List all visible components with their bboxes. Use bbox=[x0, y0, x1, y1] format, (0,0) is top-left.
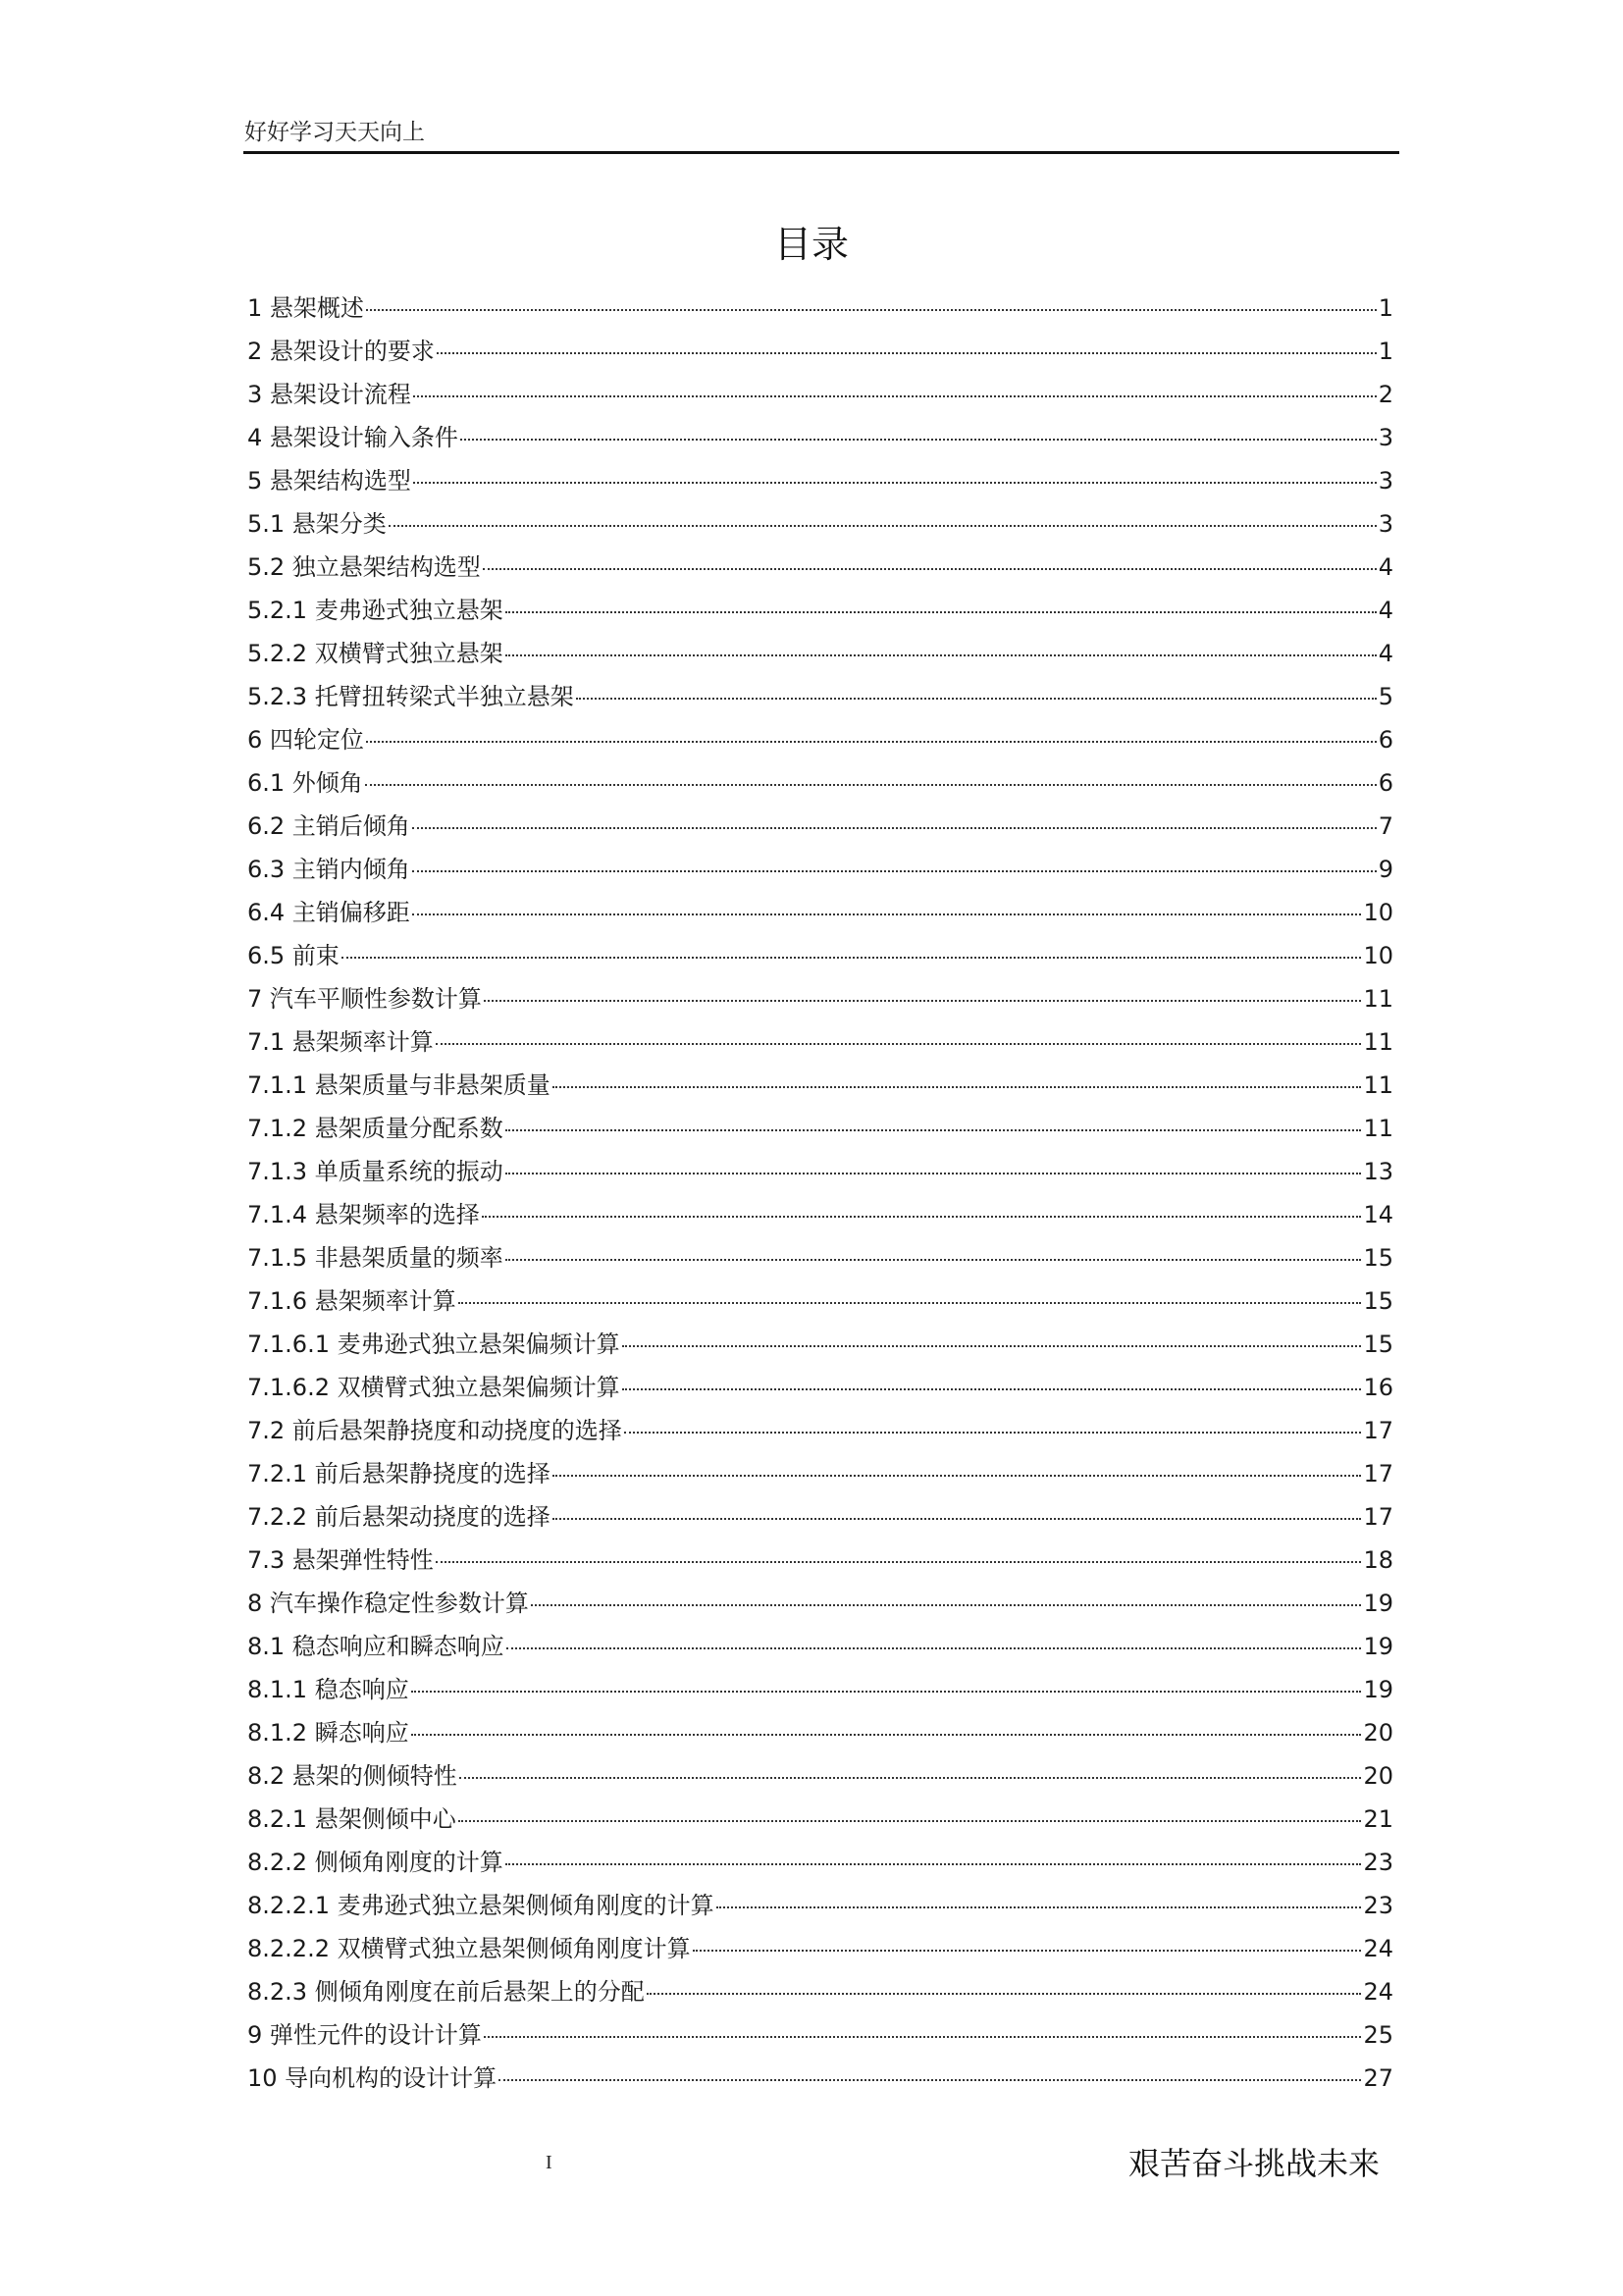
toc-entry-title: 8.2.2.2 双横臂式独立悬架侧倾角刚度计算 bbox=[247, 1935, 691, 1962]
toc-entry-page: 21 bbox=[1363, 1805, 1393, 1833]
toc-entry[interactable] bbox=[247, 459, 1393, 502]
toc-entry-title: 7.2.1 前后悬架静挠度的选择 bbox=[247, 1460, 550, 1487]
toc-entry[interactable] bbox=[247, 1798, 1393, 1841]
toc-entry-title: 5.2.3 托臂扭转梁式半独立悬架 bbox=[247, 683, 574, 710]
toc-dot-leader bbox=[498, 2079, 1361, 2081]
toc-entry-title: 7.1.6.2 双横臂式独立悬架偏频计算 bbox=[247, 1374, 620, 1401]
toc-dot-leader bbox=[552, 1086, 1362, 1088]
toc-entry[interactable] bbox=[247, 1236, 1393, 1279]
toc-entry-title: 8.2.2.1 麦弗逊式独立悬架侧倾角刚度的计算 bbox=[247, 1892, 714, 1919]
toc-entry-title: 5.2 独立悬架结构选型 bbox=[247, 553, 481, 581]
footer-text: 艰苦奋斗挑战未来 bbox=[1128, 2145, 1381, 2182]
toc-dot-leader bbox=[505, 1173, 1362, 1174]
toc-dot-leader bbox=[365, 784, 1377, 786]
toc-entry-page: 4 bbox=[1378, 640, 1393, 667]
toc-entry-title: 9 弹性元件的设计计算 bbox=[247, 2021, 482, 2049]
toc-dot-leader bbox=[484, 1000, 1362, 1002]
toc-entry-title: 6.2 主销后倾角 bbox=[247, 812, 410, 840]
toc-entry[interactable] bbox=[247, 2057, 1393, 2100]
toc-dot-leader bbox=[366, 309, 1377, 311]
page-header-text: 好好学习天天向上 bbox=[244, 120, 425, 145]
toc-entry[interactable] bbox=[247, 1841, 1393, 1884]
toc-entry-title: 6.1 外倾角 bbox=[247, 769, 363, 797]
toc-entry[interactable] bbox=[247, 1150, 1393, 1193]
toc-entry[interactable] bbox=[247, 1884, 1393, 1927]
toc-entry-page: 15 bbox=[1363, 1287, 1393, 1315]
toc-dot-leader bbox=[552, 1518, 1362, 1520]
toc-entry-page: 24 bbox=[1363, 1978, 1393, 2006]
toc-dot-leader bbox=[622, 1388, 1362, 1390]
toc-entry-page: 19 bbox=[1363, 1633, 1393, 1660]
toc-entry-page: 6 bbox=[1378, 726, 1393, 754]
toc-entry-title: 7 汽车平顺性参数计算 bbox=[247, 985, 482, 1013]
toc-entry-page: 9 bbox=[1378, 856, 1393, 883]
toc-entry[interactable] bbox=[247, 848, 1393, 891]
toc-entry[interactable] bbox=[247, 287, 1393, 330]
toc-entry-page: 15 bbox=[1363, 1244, 1393, 1272]
toc-dot-leader bbox=[412, 870, 1377, 872]
toc-entry[interactable] bbox=[247, 502, 1393, 546]
toc-entry[interactable] bbox=[247, 2013, 1393, 2057]
toc-entry-title: 5.1 悬架分类 bbox=[247, 510, 387, 538]
toc-entry[interactable] bbox=[247, 546, 1393, 589]
toc-dot-leader bbox=[622, 1345, 1362, 1347]
table-of-contents bbox=[247, 287, 1393, 2100]
toc-entry-title: 8.2.3 侧倾角刚度在前后悬架上的分配 bbox=[247, 1978, 645, 2006]
toc-entry-page: 16 bbox=[1363, 1374, 1393, 1401]
toc-entry[interactable] bbox=[247, 1754, 1393, 1798]
toc-entry-title: 5.2.2 双横臂式独立悬架 bbox=[247, 640, 503, 667]
toc-entry[interactable] bbox=[247, 1193, 1393, 1236]
toc-entry-title: 7.1.5 非悬架质量的频率 bbox=[247, 1244, 503, 1272]
toc-entry-title: 7.1.1 悬架质量与非悬架质量 bbox=[247, 1071, 550, 1099]
toc-entry-page: 3 bbox=[1378, 510, 1393, 538]
toc-entry[interactable] bbox=[247, 1020, 1393, 1064]
toc-entry[interactable] bbox=[247, 1366, 1393, 1409]
toc-entry-page: 10 bbox=[1363, 899, 1393, 926]
toc-entry-page: 24 bbox=[1363, 1935, 1393, 1962]
toc-entry[interactable] bbox=[247, 416, 1393, 459]
toc-entry[interactable] bbox=[247, 1323, 1393, 1366]
toc-entry-page: 1 bbox=[1378, 294, 1393, 322]
toc-dot-leader bbox=[436, 1561, 1362, 1563]
toc-entry[interactable] bbox=[247, 1970, 1393, 2013]
toc-entry-title: 5.2.1 麦弗逊式独立悬架 bbox=[247, 597, 503, 624]
toc-entry[interactable] bbox=[247, 1539, 1393, 1582]
toc-entry-title: 8.1.1 稳态响应 bbox=[247, 1676, 409, 1703]
toc-entry[interactable] bbox=[247, 1927, 1393, 1970]
toc-dot-leader bbox=[412, 827, 1377, 829]
toc-entry-title: 8.2 悬架的侧倾特性 bbox=[247, 1762, 457, 1790]
toc-dot-leader bbox=[505, 654, 1377, 656]
toc-entry[interactable] bbox=[247, 373, 1393, 416]
toc-dot-leader bbox=[624, 1432, 1362, 1434]
toc-entry-page: 11 bbox=[1363, 1071, 1393, 1099]
toc-entry[interactable] bbox=[247, 675, 1393, 718]
toc-entry-title: 8.1.2 瞬态响应 bbox=[247, 1719, 409, 1747]
toc-entry[interactable] bbox=[247, 1107, 1393, 1150]
toc-entry-page: 25 bbox=[1363, 2021, 1393, 2049]
toc-dot-leader bbox=[531, 1604, 1362, 1606]
toc-entry-page: 20 bbox=[1363, 1762, 1393, 1790]
toc-entry-title: 6.4 主销偏移距 bbox=[247, 899, 410, 926]
toc-entry[interactable] bbox=[247, 1625, 1393, 1668]
toc-dot-leader bbox=[458, 1820, 1362, 1822]
toc-entry-page: 27 bbox=[1363, 2064, 1393, 2092]
toc-entry-title: 7.1.2 悬架质量分配系数 bbox=[247, 1115, 503, 1142]
toc-entry-page: 11 bbox=[1363, 1115, 1393, 1142]
toc-dot-leader bbox=[482, 1216, 1362, 1218]
toc-entry-title: 3 悬架设计流程 bbox=[247, 381, 411, 408]
toc-entry-title: 6 四轮定位 bbox=[247, 726, 364, 754]
toc-entry-title: 7.3 悬架弹性特性 bbox=[247, 1546, 434, 1574]
toc-dot-leader bbox=[647, 1993, 1362, 1995]
toc-entry[interactable] bbox=[247, 632, 1393, 675]
toc-dot-leader bbox=[413, 482, 1377, 484]
toc-entry-page: 5 bbox=[1378, 683, 1393, 710]
toc-dot-leader bbox=[341, 957, 1362, 959]
toc-entry-title: 7.2 前后悬架静挠度和动挠度的选择 bbox=[247, 1417, 622, 1444]
toc-dot-leader bbox=[459, 1777, 1362, 1779]
toc-entry-title: 6.5 前束 bbox=[247, 942, 340, 969]
toc-entry-page: 11 bbox=[1363, 1028, 1393, 1056]
toc-dot-leader bbox=[389, 525, 1377, 527]
toc-entry[interactable] bbox=[247, 1668, 1393, 1711]
toc-dot-leader bbox=[412, 913, 1362, 915]
toc-entry-title: 8.2.1 悬架侧倾中心 bbox=[247, 1805, 456, 1833]
toc-dot-leader bbox=[576, 698, 1377, 700]
toc-entry-page: 7 bbox=[1378, 812, 1393, 840]
toc-entry-page: 23 bbox=[1363, 1892, 1393, 1919]
toc-entry-title: 8.2.2 侧倾角刚度的计算 bbox=[247, 1849, 503, 1876]
toc-entry-page: 6 bbox=[1378, 769, 1393, 797]
toc-entry[interactable] bbox=[247, 977, 1393, 1020]
toc-dot-leader bbox=[506, 1647, 1362, 1649]
toc-entry-page: 1 bbox=[1378, 338, 1393, 365]
toc-entry-page: 19 bbox=[1363, 1676, 1393, 1703]
toc-entry[interactable] bbox=[247, 934, 1393, 977]
toc-title: 目录 bbox=[773, 223, 849, 266]
toc-entry[interactable] bbox=[247, 1409, 1393, 1452]
toc-entry-title: 1 悬架概述 bbox=[247, 294, 364, 322]
toc-entry[interactable] bbox=[247, 1582, 1393, 1625]
toc-entry-title: 10 导向机构的设计计算 bbox=[247, 2064, 497, 2092]
toc-dot-leader bbox=[505, 1259, 1362, 1261]
toc-entry-page: 17 bbox=[1363, 1460, 1393, 1487]
toc-entry-title: 8.1 稳态响应和瞬态响应 bbox=[247, 1633, 504, 1660]
toc-entry-title: 8 汽车操作稳定性参数计算 bbox=[247, 1590, 529, 1617]
toc-entry[interactable] bbox=[247, 1711, 1393, 1754]
toc-entry[interactable] bbox=[247, 718, 1393, 761]
toc-entry-page: 2 bbox=[1378, 381, 1393, 408]
toc-entry-title: 7.2.2 前后悬架动挠度的选择 bbox=[247, 1503, 550, 1531]
toc-entry-page: 18 bbox=[1363, 1546, 1393, 1574]
toc-dot-leader bbox=[460, 439, 1377, 441]
toc-entry-title: 7.1.6 悬架频率计算 bbox=[247, 1287, 456, 1315]
toc-entry-page: 15 bbox=[1363, 1331, 1393, 1358]
toc-entry-title: 2 悬架设计的要求 bbox=[247, 338, 435, 365]
toc-entry[interactable] bbox=[247, 1495, 1393, 1539]
toc-entry-page: 14 bbox=[1363, 1201, 1393, 1228]
toc-entry-page: 3 bbox=[1378, 424, 1393, 451]
toc-dot-leader bbox=[411, 1691, 1362, 1693]
toc-entry-title: 5 悬架结构选型 bbox=[247, 467, 411, 495]
toc-dot-leader bbox=[552, 1475, 1362, 1477]
toc-entry-title: 6.3 主销内倾角 bbox=[247, 856, 410, 883]
toc-entry-page: 19 bbox=[1363, 1590, 1393, 1617]
toc-entry-page: 11 bbox=[1363, 985, 1393, 1013]
toc-entry-page: 13 bbox=[1363, 1158, 1393, 1185]
toc-entry-page: 3 bbox=[1378, 467, 1393, 495]
toc-entry-title: 7.1.4 悬架频率的选择 bbox=[247, 1201, 480, 1228]
toc-dot-leader bbox=[484, 2036, 1362, 2038]
toc-entry-page: 4 bbox=[1378, 597, 1393, 624]
toc-entry[interactable] bbox=[247, 1279, 1393, 1323]
toc-dot-leader bbox=[505, 1863, 1362, 1865]
toc-entry[interactable] bbox=[247, 1064, 1393, 1107]
footer-page-number: I bbox=[546, 2152, 552, 2173]
toc-dot-leader bbox=[437, 352, 1377, 354]
toc-dot-leader bbox=[505, 1129, 1362, 1131]
toc-dot-leader bbox=[505, 611, 1377, 613]
toc-entry-title: 7.1 悬架频率计算 bbox=[247, 1028, 434, 1056]
toc-entry[interactable] bbox=[247, 891, 1393, 934]
toc-entry[interactable] bbox=[247, 1452, 1393, 1495]
toc-dot-leader bbox=[483, 568, 1377, 570]
toc-entry[interactable] bbox=[247, 330, 1393, 373]
toc-entry-title: 4 悬架设计输入条件 bbox=[247, 424, 458, 451]
toc-entry[interactable] bbox=[247, 805, 1393, 848]
toc-dot-leader bbox=[458, 1302, 1362, 1304]
toc-entry-page: 10 bbox=[1363, 942, 1393, 969]
toc-entry-page: 23 bbox=[1363, 1849, 1393, 1876]
toc-dot-leader bbox=[693, 1950, 1362, 1952]
toc-entry-title: 7.1.6.1 麦弗逊式独立悬架偏频计算 bbox=[247, 1331, 620, 1358]
toc-entry-page: 17 bbox=[1363, 1503, 1393, 1531]
toc-entry-page: 4 bbox=[1378, 553, 1393, 581]
toc-dot-leader bbox=[436, 1043, 1362, 1045]
toc-entry[interactable] bbox=[247, 589, 1393, 632]
toc-entry-page: 20 bbox=[1363, 1719, 1393, 1747]
toc-entry-page: 17 bbox=[1363, 1417, 1393, 1444]
toc-dot-leader bbox=[716, 1906, 1362, 1908]
toc-entry[interactable] bbox=[247, 761, 1393, 805]
toc-dot-leader bbox=[413, 395, 1377, 397]
toc-dot-leader bbox=[366, 741, 1377, 743]
header-divider bbox=[243, 151, 1399, 154]
toc-entry-title: 7.1.3 单质量系统的振动 bbox=[247, 1158, 503, 1185]
toc-dot-leader bbox=[411, 1734, 1362, 1736]
